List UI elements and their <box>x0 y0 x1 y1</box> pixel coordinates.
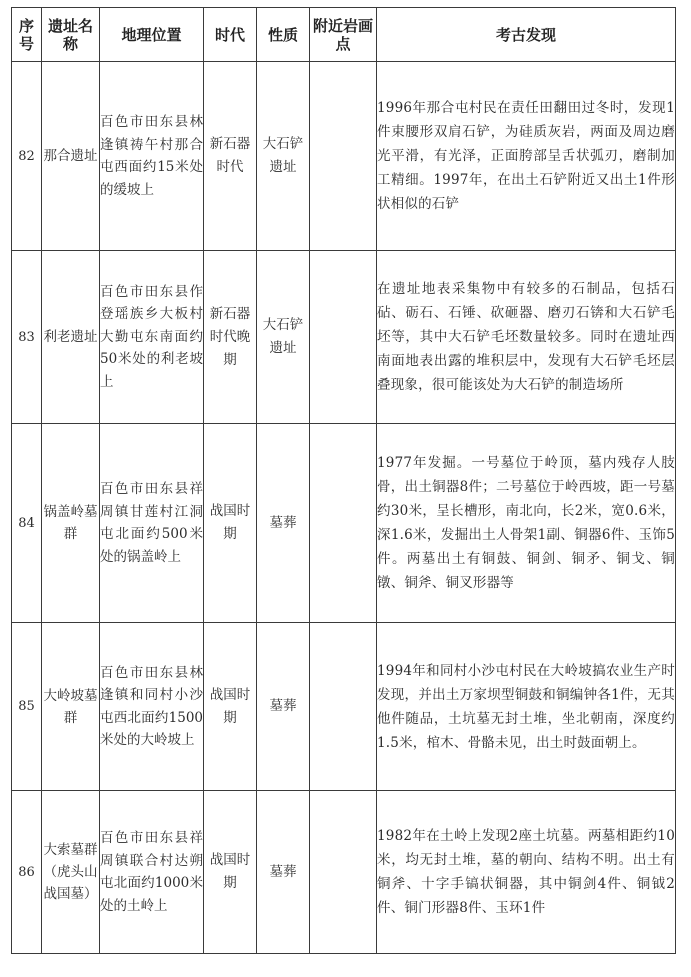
row-findings: 在遗址地表采集物中有较多的石制品，包括石砧、砺石、石锤、砍砸器、磨刃石锛和大石铲毛坯等，其中大石铲毛坯数量较多。同时在遗址西南面地表出露的堆积层中，发现有大石铲毛坯层叠现象，很可能该处为大石铲的制造场所 <box>377 251 676 424</box>
row-site-name: 锅盖岭墓群 <box>42 424 100 623</box>
row-site-name: 大索墓群（虎头山战国墓） <box>42 791 100 954</box>
header-nature: 性质 <box>257 8 310 62</box>
row-location: 百色市田东县作登瑶族乡大板村大勤屯东南面约50米处的利老坡上 <box>100 251 204 424</box>
row-location: 百色市田东县祥周镇甘莲村江洞屯北面约500米处的锅盖岭上 <box>100 424 204 623</box>
row-rock-art <box>310 251 377 424</box>
row-site-name: 利老遗址 <box>42 251 100 424</box>
row-findings: 1977年发掘。一号墓位于岭顶，墓内残存人肢骨，出土铜器8件；二号墓位于岭西坡，距一号墓约30米，呈长槽形，南北向，长2米，宽0.6米，深1.6米，发掘出土人骨架1副、铜器6件、玉饰5件。两墓出土有铜鼓、铜剑、铜矛、铜戈、铜镦、铜斧、铜叉形器等 <box>377 424 676 623</box>
row-location: 百色市田东县祥周镇联合村达朔屯北面约1000米处的土岭上 <box>100 791 204 954</box>
row-era: 战国时期 <box>204 791 257 954</box>
row-no: 84 <box>12 424 42 623</box>
row-era: 新石器时代晚期 <box>204 251 257 424</box>
table-row <box>12 623 676 791</box>
archaeological-sites-table <box>11 7 676 954</box>
row-location: 百色市田东县林逢镇祷午村那合屯西面约15米处的缓坡上 <box>100 62 204 251</box>
row-site-name: 大岭坡墓群 <box>42 623 100 791</box>
table-header-row <box>12 8 676 62</box>
header-name: 遗址名称 <box>42 8 100 62</box>
row-nature: 墓葬 <box>257 791 310 954</box>
row-no: 83 <box>12 251 42 424</box>
row-rock-art <box>310 424 377 623</box>
row-rock-art <box>310 623 377 791</box>
header-location: 地理位置 <box>100 8 204 62</box>
row-no: 86 <box>12 791 42 954</box>
table-row <box>12 424 676 623</box>
table-row <box>12 791 676 954</box>
row-findings: 1982年在土岭上发现2座土坑墓。两墓相距约10米，均无封土堆，墓的朝向、结构不明。出土有铜斧、十字手镐状铜器，其中铜剑4件、铜钺2件、铜门形器8件、玉环1件 <box>377 791 676 954</box>
row-nature: 墓葬 <box>257 424 310 623</box>
row-rock-art <box>310 62 377 251</box>
row-location: 百色市田东县林逢镇和同村小沙屯西北面约1500米处的大岭坡上 <box>100 623 204 791</box>
row-rock-art <box>310 791 377 954</box>
row-site-name: 那合遗址 <box>42 62 100 251</box>
row-no: 85 <box>12 623 42 791</box>
row-no: 82 <box>12 62 42 251</box>
row-era: 新石器时代 <box>204 62 257 251</box>
row-nature: 大石铲遗址 <box>257 251 310 424</box>
row-findings: 1994年和同村小沙屯村民在大岭坡搞农业生产时发现，并出土万家坝型铜鼓和铜编钟各1件，无其他件随品，土坑墓无封土堆，坐北朝南，深度约1.5米，棺木、骨骼未见，出土时鼓面朝上。 <box>377 623 676 791</box>
header-findings: 考古发现 <box>377 8 676 62</box>
header-era: 时代 <box>204 8 257 62</box>
row-findings: 1996年那合屯村民在责任田翻田过冬时，发现1件束腰形双肩石铲，为硅质灰岩，两面及周边磨光平滑，有光泽，正面胯部呈舌状弧刃，磨制加工精细。1997年，在出土石铲附近又出土1件形状相似的石铲 <box>377 62 676 251</box>
row-nature: 墓葬 <box>257 623 310 791</box>
header-no: 序号 <box>12 8 42 62</box>
header-rock-art: 附近岩画点 <box>310 8 377 62</box>
row-era: 战国时期 <box>204 623 257 791</box>
row-era: 战国时期 <box>204 424 257 623</box>
row-nature: 大石铲遗址 <box>257 62 310 251</box>
table-row <box>12 62 676 251</box>
table-row <box>12 251 676 424</box>
